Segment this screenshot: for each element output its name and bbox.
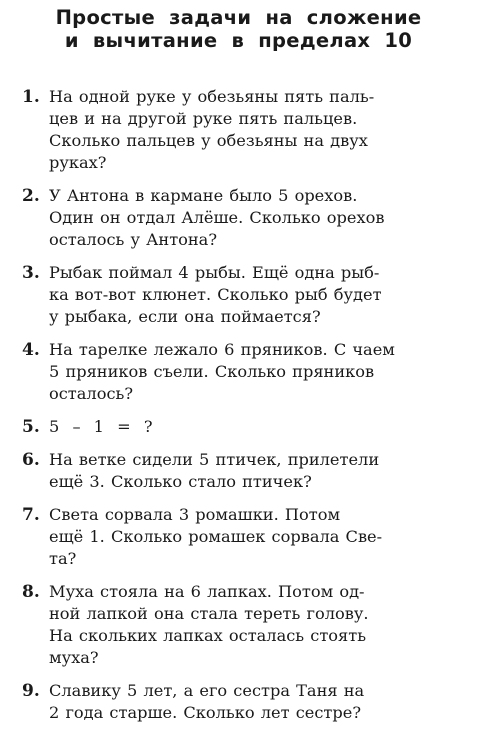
task-number: 2. — [22, 186, 40, 206]
task-line: На скольких лапках осталась стоять — [49, 626, 367, 645]
task-line: Муха стояла на 6 лапках. Потом од- — [49, 582, 365, 601]
task-number: 9. — [22, 681, 40, 701]
page-title — [0, 6, 477, 52]
task-number: 1. — [22, 87, 40, 107]
task-text — [49, 449, 428, 493]
task-item — [0, 680, 477, 724]
task-line: осталось? — [49, 384, 134, 403]
title-line-2: и вычитание в пределах 10 — [64, 29, 413, 52]
task-item — [0, 581, 477, 669]
task-number: 3. — [22, 263, 40, 283]
task-line: 5 пряников съели. Сколько пряников — [49, 362, 375, 381]
task-line: цев и на другой руке пять пальцев. — [49, 109, 358, 128]
task-text — [49, 262, 428, 328]
task-text — [49, 416, 428, 438]
task-item — [0, 86, 477, 174]
task-line: На тарелке лежало 6 пряников. С чаем — [49, 340, 395, 359]
task-line: На ветке сидели 5 птичек, прилетели — [49, 450, 380, 469]
task-line: У Антона в кармане было 5 орехов. — [49, 186, 358, 205]
task-line: та? — [49, 549, 77, 568]
task-line: ещё 3. Сколько стало птичек? — [49, 472, 312, 491]
task-text — [49, 339, 428, 405]
task-text — [49, 504, 428, 570]
task-line: 2 года старше. Сколько лет сестре? — [49, 703, 361, 722]
task-line: Рыбак поймал 4 рыбы. Ещё одна рыб- — [49, 263, 380, 282]
task-line: Света сорвала 3 ромашки. Потом — [49, 505, 341, 524]
task-line: осталось у Антона? — [49, 230, 218, 249]
task-line: Славику 5 лет, а его сестра Таня на — [49, 681, 365, 700]
task-line: у рыбака, если она поймается? — [49, 307, 321, 326]
task-line: ной лапкой она стала тереть голову. — [49, 604, 369, 623]
task-item — [0, 339, 477, 405]
task-list — [0, 86, 477, 735]
task-item — [0, 262, 477, 328]
task-number: 4. — [22, 340, 40, 360]
task-line: На одной руке у обезьяны пять паль- — [49, 87, 375, 106]
task-line: 5 – 1 = ? — [49, 417, 153, 436]
task-text — [49, 581, 428, 669]
task-text — [49, 86, 428, 174]
task-number: 7. — [22, 505, 40, 525]
task-line: муха? — [49, 648, 99, 667]
task-item — [0, 185, 477, 251]
task-line: ка вот-вот клюнет. Сколько рыб будет — [49, 285, 382, 304]
task-item — [0, 416, 477, 438]
task-line: ещё 1. Сколько ромашек сорвала Све- — [49, 527, 383, 546]
task-item — [0, 504, 477, 570]
title-line-1: Простые задачи на сложение — [55, 6, 422, 29]
task-number: 6. — [22, 450, 40, 470]
task-item — [0, 449, 477, 493]
task-number: 8. — [22, 582, 40, 602]
task-line: Сколько пальцев у обезьяны на двух — [49, 131, 368, 150]
task-number: 5. — [22, 417, 40, 437]
task-text — [49, 185, 428, 251]
task-line: Один он отдал Алёше. Сколько орехов — [49, 208, 385, 227]
task-line: руках? — [49, 153, 107, 172]
task-text — [49, 680, 428, 724]
